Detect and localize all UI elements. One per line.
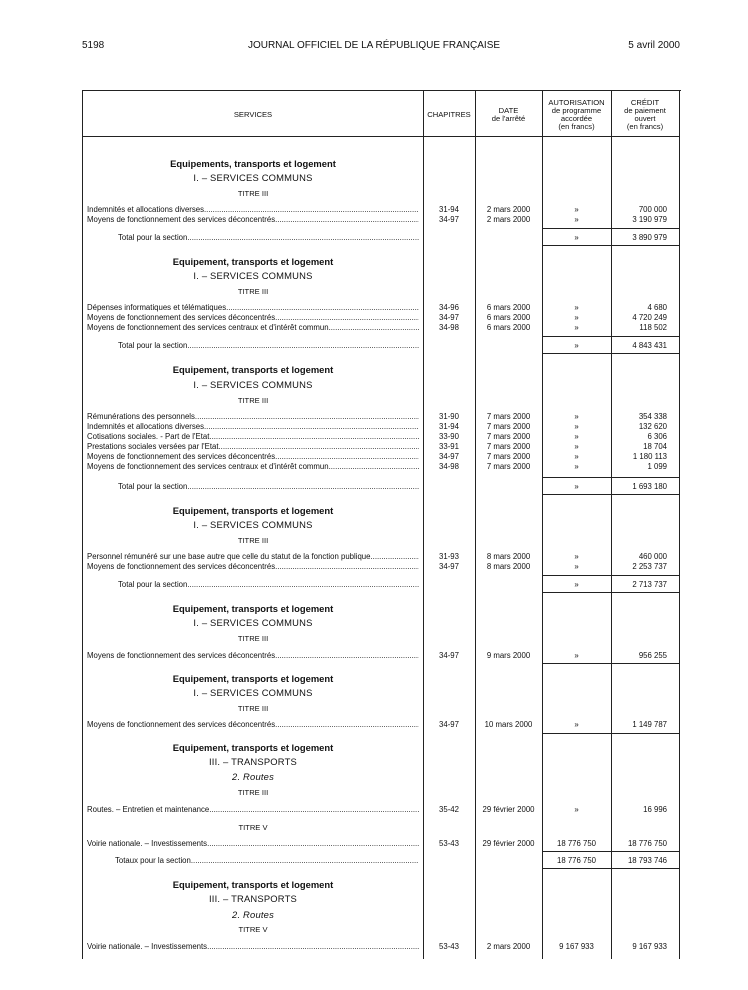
titre-label: TITRE III	[237, 396, 269, 405]
total-rule	[542, 592, 680, 593]
row-chapitre: 34-97	[439, 720, 459, 729]
total-autorisation: »	[574, 482, 579, 491]
total-rule	[542, 477, 680, 478]
row-autorisation: »	[574, 562, 579, 571]
column-header-services: SERVICES	[233, 110, 273, 119]
total-rule	[542, 494, 680, 495]
total-credit: 18 793 746	[627, 856, 667, 865]
section-subsection: 2. Routes	[232, 771, 274, 782]
total-rule	[542, 851, 680, 852]
row-date: 7 mars 2000	[486, 442, 531, 451]
total-label: Total pour la section .....	[118, 482, 419, 491]
row-credit: 3 190 979	[632, 215, 667, 224]
titre-label: TITRE III	[237, 536, 269, 545]
column-header-date	[475, 107, 542, 123]
column-header-credit-line: (en francs)	[626, 122, 664, 131]
row-date: 10 mars 2000	[484, 720, 533, 729]
row-autorisation: »	[574, 720, 579, 729]
section-subheading: III. – TRANSPORTS	[209, 893, 297, 904]
row-credit: 700 000	[638, 205, 667, 214]
row-date: 7 mars 2000	[486, 412, 531, 421]
row-chapitre: 31-90	[439, 412, 459, 421]
total-autorisation: »	[574, 341, 579, 350]
row-chapitre: 31-94	[439, 205, 459, 214]
column-header-autorisation-line: (en francs)	[558, 122, 595, 131]
row-chapitre: 34-97	[439, 215, 459, 224]
row-date: 7 mars 2000	[486, 432, 531, 441]
row-label: Moyens de fonctionnement des services déconcentrés .....	[87, 720, 419, 729]
row-label: Prestations sociales versées par l'Etat .....	[87, 442, 419, 451]
row-date: 6 mars 2000	[486, 313, 531, 322]
row-credit: 460 000	[638, 552, 667, 561]
column-header-credit-line: de paiement	[624, 106, 666, 115]
row-credit: 18 704	[643, 442, 667, 451]
row-label: Cotisations sociales. - Part de l'Etat .....	[87, 432, 419, 441]
total-credit: 4 843 431	[632, 341, 667, 350]
column-header-autorisation-line: AUTORISATION	[548, 98, 605, 107]
publication-date: 5 avril 2000	[628, 40, 680, 51]
section-subheading: I. – SERVICES COMMUNS	[193, 617, 313, 628]
row-date: 7 mars 2000	[486, 452, 531, 461]
row-autorisation: »	[574, 422, 579, 431]
row-credit: 1 149 787	[632, 720, 667, 729]
row-autorisation: »	[574, 462, 579, 471]
row-label: Moyens de fonctionnement des services déconcentrés .....	[87, 562, 419, 571]
titre-label: TITRE III	[237, 287, 269, 296]
row-autorisation: 18 776 750	[556, 839, 597, 848]
section-heading: Equipement, transports et logement	[172, 505, 334, 516]
row-date: 7 mars 2000	[486, 422, 531, 431]
total-credit: 2 713 737	[632, 580, 667, 589]
row-date: 8 mars 2000	[486, 562, 531, 571]
total-rule	[542, 575, 680, 576]
row-chapitre: 53-43	[439, 839, 459, 848]
total-autorisation: 18 776 750	[556, 856, 597, 865]
total-credit: 1 693 180	[632, 482, 667, 491]
column-header-credit	[611, 99, 679, 131]
row-autorisation: »	[574, 215, 579, 224]
total-credit: 3 890 979	[632, 233, 667, 242]
total-label: Totaux pour la section .....	[115, 856, 419, 865]
column-header-chapitres: CHAPITRES	[427, 110, 471, 119]
row-date: 6 mars 2000	[486, 303, 531, 312]
row-credit: 6 306	[647, 432, 667, 441]
row-credit: 354 338	[638, 412, 667, 421]
row-label: Personnel rémunéré sur une base autre que celle du statut de la fonction publique .....	[87, 552, 419, 561]
row-chapitre: 34-98	[439, 323, 459, 332]
row-credit: 4 720 249	[632, 313, 667, 322]
total-rule	[542, 245, 680, 246]
row-autorisation: »	[574, 323, 579, 332]
row-label: Moyens de fonctionnement des services déconcentrés .....	[87, 651, 419, 660]
row-label: Indemnités et allocations diverses .....	[87, 422, 419, 431]
row-credit: 4 680	[647, 303, 667, 312]
row-label: Voirie nationale. – Investissements .....	[87, 942, 419, 951]
titre-label: TITRE III	[237, 189, 269, 198]
row-date: 2 mars 2000	[486, 942, 531, 951]
row-autorisation: »	[574, 452, 579, 461]
row-autorisation: 9 167 933	[559, 942, 594, 951]
row-autorisation: »	[574, 412, 579, 421]
row-chapitre: 34-97	[439, 452, 459, 461]
column-header-credit-line: ouvert	[634, 114, 656, 123]
section-subheading: I. – SERVICES COMMUNS	[193, 270, 313, 281]
row-label: Moyens de fonctionnement des services centraux et d'intérêt commun .....	[87, 462, 419, 471]
row-label: Moyens de fonctionnement des services déconcentrés .....	[87, 452, 419, 461]
row-autorisation: »	[574, 552, 579, 561]
row-date: 8 mars 2000	[486, 552, 531, 561]
column-header-autorisation	[542, 99, 611, 131]
row-label: Rémunérations des personnels .....	[87, 412, 419, 421]
row-chapitre: 31-93	[439, 552, 459, 561]
section-heading: Equipement, transports et logement	[172, 364, 334, 375]
section-subheading: III. – TRANSPORTS	[209, 756, 297, 767]
row-date: 2 mars 2000	[486, 205, 531, 214]
row-label: Moyens de fonctionnement des services déconcentrés .....	[87, 313, 419, 322]
journal-title: JOURNAL OFFICIEL DE LA RÉPUBLIQUE FRANÇAISE	[247, 40, 501, 51]
row-credit: 132 620	[638, 422, 667, 431]
titre-label: TITRE III	[237, 788, 269, 797]
total-label: Total pour la section .....	[118, 580, 419, 589]
total-rule	[542, 228, 680, 229]
row-autorisation: »	[574, 205, 579, 214]
row-label: Moyens de fonctionnement des services centraux et d'intérêt commun .....	[87, 323, 419, 332]
section-subheading: I. – SERVICES COMMUNS	[193, 519, 313, 530]
section-heading: Equipement, transports et logement	[172, 256, 334, 267]
column-divider	[679, 91, 680, 959]
header-rule	[83, 136, 680, 137]
row-credit: 16 996	[643, 805, 667, 814]
row-autorisation: »	[574, 303, 579, 312]
row-date: 29 février 2000	[482, 805, 535, 814]
row-credit: 118 502	[639, 323, 667, 332]
row-autorisation: »	[574, 651, 579, 660]
row-credit: 18 776 750	[627, 839, 667, 848]
section-subsection: 2. Routes	[232, 909, 274, 920]
section-heading: Equipements, transports et logement	[170, 158, 336, 169]
section-subheading: I. – SERVICES COMMUNS	[193, 687, 313, 698]
row-chapitre: 33-91	[439, 442, 459, 451]
total-autorisation: »	[574, 580, 579, 589]
titre-label: TITRE III	[237, 704, 269, 713]
section-heading: Equipement, transports et logement	[172, 673, 334, 684]
row-chapitre: 31-94	[439, 422, 459, 431]
row-autorisation: »	[574, 313, 579, 322]
column-header-date-line: de l'arrêté	[491, 114, 526, 123]
credits-table	[82, 90, 681, 959]
section-subheading: I. – SERVICES COMMUNS	[193, 379, 313, 390]
titre-label: TITRE V	[238, 925, 268, 934]
section-heading: Equipement, transports et logement	[172, 603, 334, 614]
total-label: Total pour la section .....	[118, 233, 419, 242]
total-rule	[542, 663, 680, 664]
total-rule	[542, 733, 680, 734]
titre-label: TITRE V	[238, 823, 268, 832]
total-label: Total pour la section .....	[118, 341, 419, 350]
row-label: Indemnités et allocations diverses .....	[87, 205, 419, 214]
row-date: 6 mars 2000	[486, 323, 531, 332]
row-chapitre: 34-97	[439, 651, 459, 660]
row-label: Voirie nationale. – Investissements .....	[87, 839, 419, 848]
total-rule	[542, 868, 680, 869]
row-label: Routes. – Entretien et maintenance .....	[87, 805, 419, 814]
row-chapitre: 35-42	[439, 805, 459, 814]
total-rule	[542, 336, 680, 337]
row-label: Dépenses informatiques et télématiques .....	[87, 303, 419, 312]
row-date: 7 mars 2000	[486, 462, 531, 471]
section-heading: Equipement, transports et logement	[172, 879, 334, 890]
row-chapitre: 34-96	[439, 303, 459, 312]
total-autorisation: »	[574, 233, 579, 242]
row-chapitre: 33-90	[439, 432, 459, 441]
row-chapitre: 34-98	[439, 462, 459, 471]
column-header-credit-line: CRÉDIT	[630, 98, 660, 107]
row-credit: 956 255	[638, 651, 667, 660]
row-autorisation: »	[574, 805, 579, 814]
row-chapitre: 53-43	[439, 942, 459, 951]
column-header-date-line: DATE	[498, 106, 519, 115]
row-credit: 1 180 113	[632, 452, 667, 461]
row-chapitre: 34-97	[439, 562, 459, 571]
titre-label: TITRE III	[237, 634, 269, 643]
row-credit: 2 253 737	[632, 562, 667, 571]
row-autorisation: »	[574, 442, 579, 451]
row-date: 29 février 2000	[482, 839, 535, 848]
page-number: 5198	[82, 40, 105, 51]
row-autorisation: »	[574, 432, 579, 441]
row-date: 9 mars 2000	[486, 651, 531, 660]
section-heading: Equipement, transports et logement	[172, 742, 334, 753]
section-subheading: I. – SERVICES COMMUNS	[193, 172, 313, 183]
row-chapitre: 34-97	[439, 313, 459, 322]
row-credit: 1 099	[647, 462, 667, 471]
row-date: 2 mars 2000	[486, 215, 531, 224]
row-credit: 9 167 933	[632, 942, 667, 951]
total-rule	[542, 353, 680, 354]
column-header-autorisation-line: accordée	[560, 114, 593, 123]
column-header-autorisation-line: de programme	[551, 106, 602, 115]
row-label: Moyens de fonctionnement des services déconcentrés .....	[87, 215, 419, 224]
